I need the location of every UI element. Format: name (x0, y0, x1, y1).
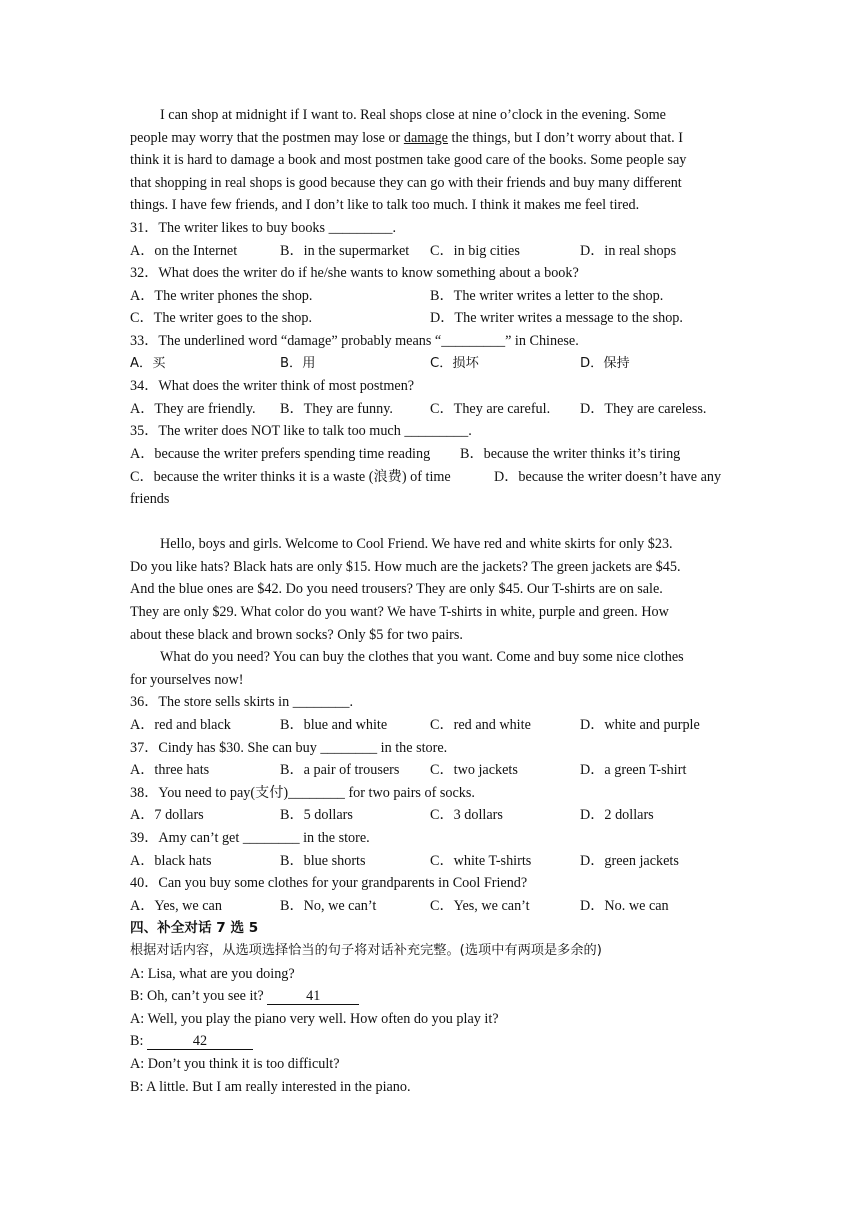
option-b: B．用 (280, 355, 316, 371)
option-a: A．red and black (130, 717, 231, 734)
passage2-line: Hello, boys and girls. Welcome to Cool Friend. We have red and white skirts for only $23. (160, 536, 673, 553)
option-b: B．a pair of trousers (280, 762, 400, 779)
section-instruction: 根据对话内容，从选项选择恰当的句子将对话补充完整。(选项中有两项是多余的) (130, 942, 602, 958)
option-a: A．black hats (130, 852, 212, 869)
option-b: B．The writer writes a letter to the shop. (430, 287, 664, 304)
question-37: 37．Cindy has $30. She can buy ________ in the store. (130, 739, 448, 756)
passage2-line: about these black and brown socks? Only $5 for two pairs. (130, 626, 463, 643)
answer-blank-42[interactable]: 42 (147, 1033, 253, 1050)
option-b: B．because the writer thinks it’s tiring (460, 445, 681, 462)
option-d: D．because the writer doesn’t have any (494, 468, 722, 485)
options-36 (130, 714, 736, 737)
option-d: D．The writer writes a message to the shop. (430, 310, 683, 327)
option-a: A．They are friendly. (130, 400, 256, 417)
options-40 (130, 895, 736, 918)
options-32 (130, 307, 736, 330)
options-38 (130, 804, 736, 827)
dialogue-line: B: A little. But I am really interested in the piano. (130, 1078, 411, 1095)
question-39: 39．Amy can’t get ________ in the store. (130, 830, 370, 846)
option-d: D．green jackets (580, 852, 679, 869)
passage1-line: things. I have few friends, and I don’t like to talk too much. I think it makes me feel tired. (130, 197, 640, 214)
question-33: 33．The underlined word “damage” probably means “_________” in Chinese. (130, 332, 579, 349)
option-d: D．No. we can (580, 897, 669, 914)
options-35 (130, 466, 736, 489)
passage2-line: And the blue ones are $42. Do you need trousers? They are only $45. Our T-shirts are on sale. (130, 581, 663, 598)
options-34 (130, 398, 736, 421)
options-32 (130, 285, 736, 308)
passage1-line (130, 127, 736, 150)
option-c: C．The writer goes to the shop. (130, 310, 313, 327)
option-d: D．They are careless. (580, 400, 707, 417)
dialogue-line: A: Lisa, what are you doing? (130, 965, 295, 982)
option-d: D．white and purple (580, 717, 700, 734)
option-b: B．in the supermarket (280, 242, 410, 259)
option-d-continued: friends (130, 491, 170, 508)
option-a: A．买 (130, 355, 166, 371)
option-c: C．two jackets (430, 762, 518, 779)
option-d: D．保持 (580, 355, 630, 371)
passage2-line: for yourselves now! (130, 671, 244, 688)
options-35 (130, 443, 736, 466)
option-b: B．blue shorts (280, 852, 366, 869)
question-32: 32．What does the writer do if he/she wants to know something about a book? (130, 265, 579, 282)
options-39 (130, 850, 736, 873)
option-b: B．blue and white (280, 717, 388, 734)
passage1-line: that shopping in real shops is good because they can go with their friends and buy many different (130, 174, 682, 191)
option-c: C．They are careful. (430, 400, 551, 417)
option-b: B．5 dollars (280, 807, 353, 824)
passage1-line: think it is hard to damage a book and most postmen take good care of the books. Some people say (130, 152, 687, 169)
passage1-line: I can shop at midnight if I want to. Real shops close at nine o’clock in the evening. Some (160, 107, 666, 123)
dialogue-line (130, 985, 736, 1008)
option-a: A．on the Internet (130, 242, 238, 259)
option-a: A．because the writer prefers spending time reading (130, 445, 431, 462)
spacer (130, 511, 736, 534)
passage2-line: Do you like hats? Black hats are only $15. How much are the jackets? The green jackets are $45. (130, 558, 681, 575)
option-c: C．3 dollars (430, 807, 503, 824)
underlined-word: damage (403, 129, 448, 146)
text: B: (130, 1033, 147, 1050)
question-31: 31．The writer likes to buy books _________. (130, 219, 396, 236)
question-35: 35．The writer does NOT like to talk too much _________. (130, 423, 472, 440)
option-d: D．2 dollars (580, 807, 654, 824)
question-34: 34．What does the writer think of most postmen? (130, 378, 415, 395)
option-a: A．The writer phones the shop. (130, 287, 313, 304)
option-c: C．损坏 (430, 355, 479, 371)
dialogue-line: A: Don’t you think it is too difficult? (130, 1055, 340, 1072)
option-c: C．white T-shirts (430, 852, 532, 869)
option-c: C．Yes, we can’t (430, 897, 530, 914)
option-b: B．They are funny. (280, 400, 393, 417)
section-heading: 四、补全对话 7 选 5 (130, 920, 259, 937)
option-a: A．Yes, we can (130, 897, 222, 914)
dialogue-line (130, 1030, 736, 1053)
options-31 (130, 240, 736, 263)
options-33 (130, 353, 736, 376)
option-a: A．7 dollars (130, 807, 204, 824)
question-40: 40．Can you buy some clothes for your grandparents in Cool Friend? (130, 875, 528, 892)
option-d: D．a green T-shirt (580, 762, 687, 779)
option-a: A．three hats (130, 762, 210, 779)
passage2-line: They are only $29. What color do you want? We have T-shirts in white, purple and green. How (130, 604, 669, 621)
options-37 (130, 759, 736, 782)
text: people may worry that the postmen may lose or (130, 129, 404, 146)
passage2-line: What do you need? You can buy the clothes that you want. Come and buy some nice clothes (160, 649, 684, 666)
text: B: Oh, can’t you see it? (130, 988, 268, 1005)
dialogue-line: A: Well, you play the piano very well. How often do you play it? (130, 1010, 499, 1027)
question-36: 36．The store sells skirts in ________. (130, 694, 354, 711)
document-content (130, 104, 736, 1098)
option-c: C．in big cities (430, 242, 520, 259)
option-c: C．red and white (430, 717, 531, 734)
option-d: D．in real shops (580, 242, 677, 259)
answer-blank-41[interactable]: 41 (267, 988, 359, 1005)
option-c: C．because the writer thinks it is a waste (浪费) of time (130, 468, 451, 485)
option-b: B．No, we can’t (280, 897, 377, 914)
question-38: 38．You need to pay(支付)________ for two pairs of socks. (130, 784, 475, 801)
text: the things, but I don’t worry about that. I (447, 129, 683, 146)
